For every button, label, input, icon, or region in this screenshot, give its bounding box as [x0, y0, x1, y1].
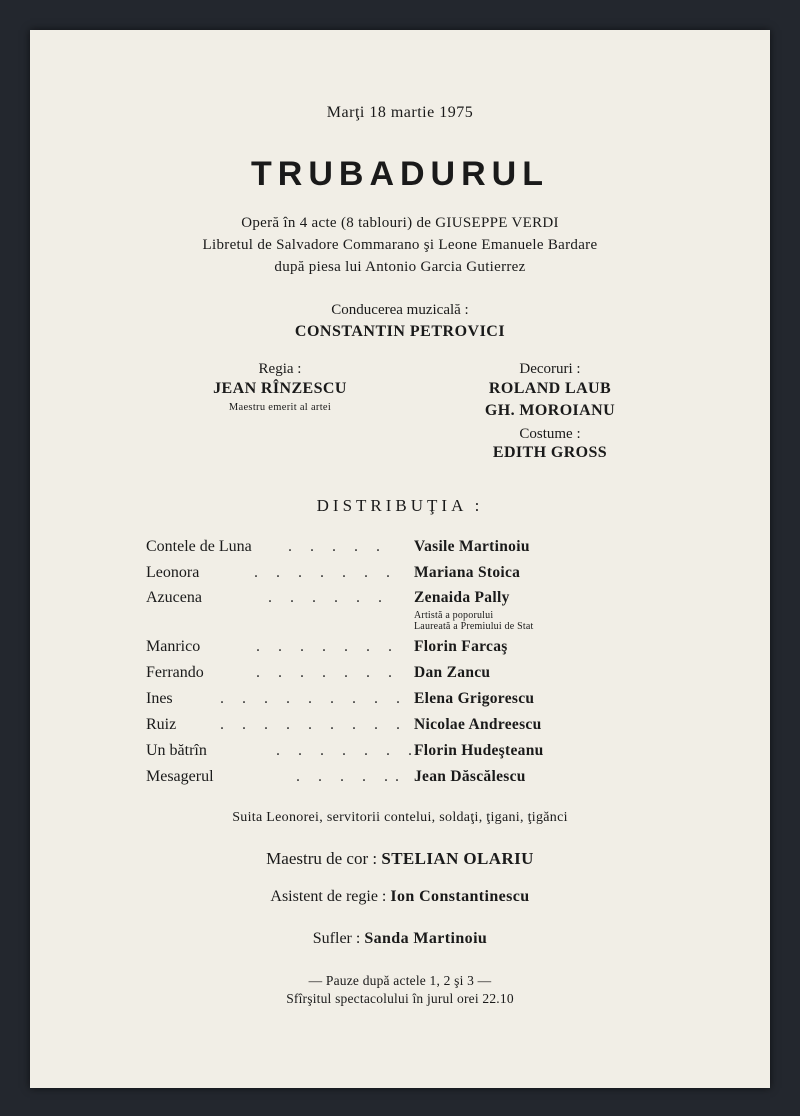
chorus-master-line [30, 849, 770, 869]
assistant-director-name: Ion Constantinescu [390, 888, 530, 905]
cast-singer: Florin Hudeşteanu [414, 742, 544, 759]
assistant-director-line [30, 888, 770, 906]
conducting-label: Conducerea muzicală : [331, 302, 469, 318]
prompter-name: Sanda Martinoiu [364, 930, 488, 947]
direction-label: Regia : [258, 361, 302, 377]
ensemble-note: Suita Leonorei, servitorii contelui, soldaţi, ţigani, ţigănci [232, 810, 568, 825]
leader-dots: . . . . . . . [256, 664, 399, 681]
intermission-note: — Pauze după actele 1, 2 şi 3 — [308, 973, 492, 988]
prompter-line [30, 930, 770, 948]
opera-description: Operă în 4 acte (8 tablouri) de GIUSEPPE VERDI [241, 215, 559, 231]
leader-dots: . . . . . . . [254, 564, 397, 581]
cast-row [146, 690, 666, 712]
cast-row [146, 564, 666, 586]
cast-role: Mesagerul [146, 768, 214, 785]
cast-role: Azucena [146, 589, 202, 606]
director-name: JEAN RÎNZESCU [213, 380, 347, 397]
cast-role: Ruiz [146, 716, 177, 733]
program-sheet [30, 30, 770, 1088]
cast-role: Un bătrîn [146, 742, 207, 759]
leader-dots: . . . . . . . . . [220, 690, 407, 707]
prompter-label: Sufler : [312, 930, 361, 947]
cast-singer: Nicolae Andreescu [414, 716, 542, 733]
performance-date: Marţi 18 martie 1975 [326, 104, 474, 121]
chorus-master-label: Maestru de cor : [266, 849, 378, 868]
cast-singer: Elena Grigorescu [414, 690, 535, 707]
leader-dots: . . . . . . . . . [220, 716, 407, 733]
leader-dots: . . . . . . . [276, 742, 419, 759]
libretto-credit: Libretul de Salvadore Commarano şi Leone Emanuele Bardare [202, 237, 598, 253]
cast-singer: Dan Zancu [414, 664, 491, 681]
leader-dots: . . . . .. . [296, 768, 428, 785]
cast-row [146, 589, 666, 633]
cast-row [146, 768, 666, 790]
source-play-credit: după piesa lui Antonio Garcia Gutierrez [274, 259, 526, 275]
cast-heading: DISTRIBUŢIA : [316, 496, 484, 515]
set-designer-1: ROLAND LAUB [488, 380, 612, 397]
singer-honor: Laureată a Premiului de Stat [414, 621, 534, 632]
cast-singer: Florin Farcaş [414, 638, 508, 655]
cast-role: Manrico [146, 638, 201, 655]
chorus-master-name: STELIAN OLARIU [381, 849, 534, 868]
cast-row [146, 638, 666, 660]
assistant-director-label: Asistent de regie : [270, 888, 387, 905]
cast-row [146, 742, 666, 764]
cast-role: Leonora [146, 564, 200, 581]
leader-dots: . . . . . [288, 538, 387, 555]
cast-singer: Vasile Martinoiu [414, 538, 530, 555]
costumes-label: Costume : [519, 426, 581, 442]
cast-singer: Zenaida Pally [414, 589, 510, 606]
cast-row [146, 538, 666, 560]
cast-role: Ines [146, 690, 173, 707]
conductor-name: CONSTANTIN PETROVICI [294, 323, 506, 340]
set-designer-2: GH. MOROIANU [484, 402, 616, 419]
cast-row [146, 664, 666, 686]
cast-row [146, 716, 666, 738]
cast-role: Contele de Luna [146, 538, 252, 555]
leader-dots: . . . . . . [268, 589, 389, 606]
opera-title: TRUBADURUL [251, 155, 549, 193]
cast-role: Ferrando [146, 664, 204, 681]
director-title: Maestru emerit al artei [228, 402, 332, 413]
cast-singer: Mariana Stoica [414, 564, 521, 581]
sets-label: Decoruri : [519, 361, 581, 377]
cast-singer: Jean Dăscălescu [414, 768, 526, 785]
costume-designer: EDITH GROSS [492, 444, 608, 461]
end-time-note: Sfîrşitul spectacolului în jurul orei 22.10 [286, 991, 514, 1006]
leader-dots: . . . . . . . [256, 638, 399, 655]
singer-honor: Artistă a poporului [414, 610, 494, 621]
